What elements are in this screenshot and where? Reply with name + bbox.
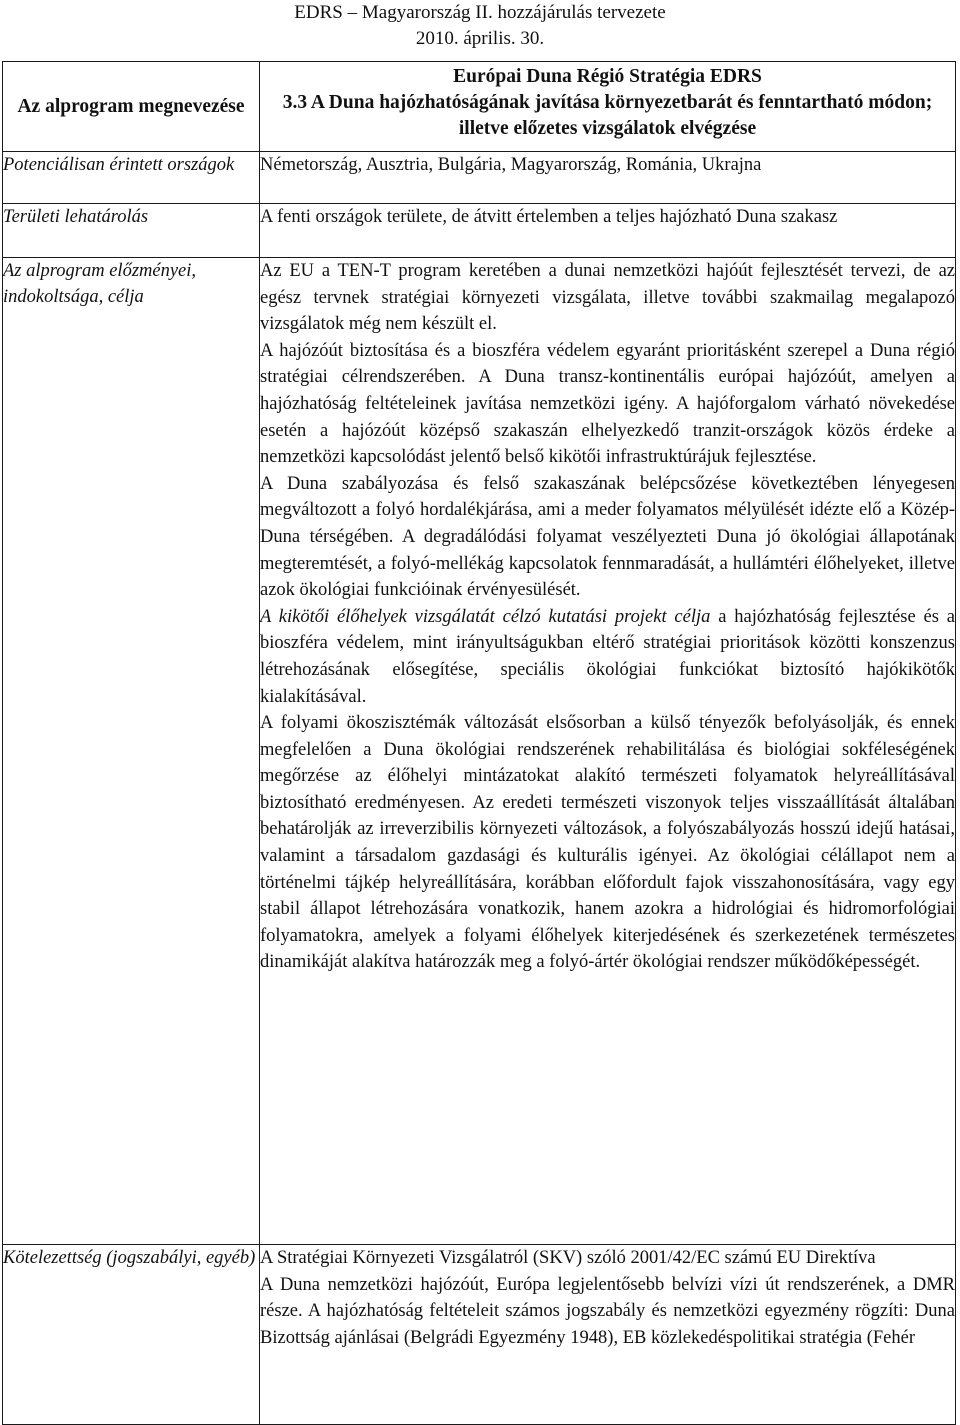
- territory-text: A fenti országok területe, de átvitt értelemben a teljes hajózható Duna szakasz: [260, 207, 838, 227]
- background-paragraph-4: [260, 604, 955, 710]
- label-cell-obligation: [3, 1245, 260, 1425]
- row-background: [3, 258, 956, 1245]
- background-paragraph-5: A folyami ökoszisztémák változását elsősorban a külső tényezők befolyásolják, és ennek megfelelően a Duna ökológiai rendszerének rehabilitálása és biológiai sokféleségének megőrzése az élőhelyi mintázatokat alakító természeti folyamatok helyreállításával biztosítható eredményesen. Az eredeti természeti viszonyok teljes visszaállítását általában behatárolják az irreverzibilis környezeti változások, a folyószabályozás hosszú idejű hatásai, valamint a társadalom gazdasági és kulturális igényei. Az ökológiai célállapot nem a történelmi tájkép helyreállítására, korábban előfordult fajok visszahonosítására, vagy egy stabil állapot létrehozására vonatkozik, hanem azokra a hidrológiai és hidromorfológiai folyamatokra, amelyek a folyami élőhelyek kiterjedésének és szerkezetének természetes dinamikáját alakítva határozzák meg a folyó-ártér ökológiai rendszer működőképességét.: [260, 713, 955, 973]
- label-cell-countries: [3, 152, 260, 204]
- row-countries: [3, 152, 956, 204]
- strategy-title: Európai Duna Régió Stratégia EDRS: [453, 66, 762, 87]
- content-cell-countries: [260, 152, 956, 204]
- content-cell-obligation: [260, 1245, 956, 1425]
- subprogram-title: 3.3 A Duna hajózhatóságának javítása környezetbarát és fenntartható módon; illetve előzetes vizsgálatok elvégzése: [282, 92, 933, 139]
- content-cell-territory: [260, 204, 956, 258]
- row-territory: [3, 204, 956, 258]
- countries-text: Németország, Ausztria, Bulgária, Magyarország, Románia, Ukrajna: [260, 155, 762, 175]
- label-cell-name: [3, 62, 260, 152]
- label-territory: Területi lehatárolás: [3, 207, 149, 227]
- subprogram-table: [2, 61, 956, 1425]
- content-cell-name: [260, 62, 956, 152]
- header-date: 2010. április. 30.: [415, 28, 545, 49]
- obligation-paragraph-2: A Duna nemzetközi hajózóút, Európa legjelentősebb belvízi vízi út rendszerének, a DMR része. A hajózhatóság feltételeit számos jogszabály és nemzetközi egyezmény rögzíti: Duna Bizottság ajánlásai (Belgrádi Egyezmény 1948), EB közlekedéspolitikai stratégia (Fehér: [260, 1274, 955, 1348]
- background-paragraph-1: Az EU a TEN-T program keretében a dunai nemzetközi hajóút fejlesztését tervezi, de az egész tervnek stratégiai környezeti vizsgálata, illetve további szakmailag megalapozó vizsgálatok még nem készült el.: [260, 261, 955, 335]
- label-background: Az alprogram előzményei, indokoltsága, célja: [3, 261, 197, 307]
- background-paragraph-2: A hajózóút biztosítása és a bioszféra védelem egyaránt prioritásként szerepel a Duna régió stratégiai célrendszerében. A Duna transz-kontinentális európai hajózóút, amelyen a hajózhatóság feltételeinek javítása nemzetközi igény. A hajóforgalom várható növekedése esetén a hajózóút középső szakaszán elhelyezkedő tranzit-országok közös érdeke a nemzetközi kapcsolódást jelentő belső kikötői infrastruktúrájuk fejlesztése.: [260, 340, 955, 468]
- header-title: EDRS – Magyarország II. hozzájárulás tervezete: [294, 2, 666, 23]
- label-obligation: Kötelezettség (jogszabályi, egyéb): [3, 1248, 256, 1268]
- label-cell-territory: [3, 204, 260, 258]
- background-paragraph-3: A Duna szabályozása és felső szakaszának belépcsőzése következtében lényegesen megváltozott a folyó hordalékjárása, ami a meder folyamatos mélyülését idézte elő a Közép-Duna térségében. A degradálódási folyamat veszélyezteti Duna jó ökológiai állapotának megteremtését, a folyó-mellékág kapcsolatok fennmaradását, a hullámtéri élőhelyeket, illetve azok ökológiai funkcióinak érvényesülését.: [260, 473, 955, 601]
- project-goal-italic: A kikötői élőhelyek vizsgálatát célzó kutatási projekt célja: [260, 606, 711, 627]
- row-name: [3, 62, 956, 152]
- project-goal-text: a hajózhatóság fejlesztése és a bioszféra védelem, mint irányultságukban eltérő stratégiai prioritások közötti konszenzus létrehozásának elősegítése, speciális ökológiai funkciókat biztosító hajókikötők kialakításával.: [260, 606, 955, 707]
- label-cell-background: [3, 258, 260, 1245]
- page-header: [0, 0, 960, 52]
- row-obligation: [3, 1245, 956, 1425]
- label-subprogram-name: Az alprogram megnevezése: [17, 96, 245, 117]
- content-cell-background: [260, 258, 956, 1245]
- label-countries: Potenciálisan érintett országok: [3, 155, 235, 175]
- obligation-paragraph-1: A Stratégiai Környezeti Vizsgálatról (SKV) szóló 2001/42/EC számú EU Direktíva: [260, 1248, 876, 1268]
